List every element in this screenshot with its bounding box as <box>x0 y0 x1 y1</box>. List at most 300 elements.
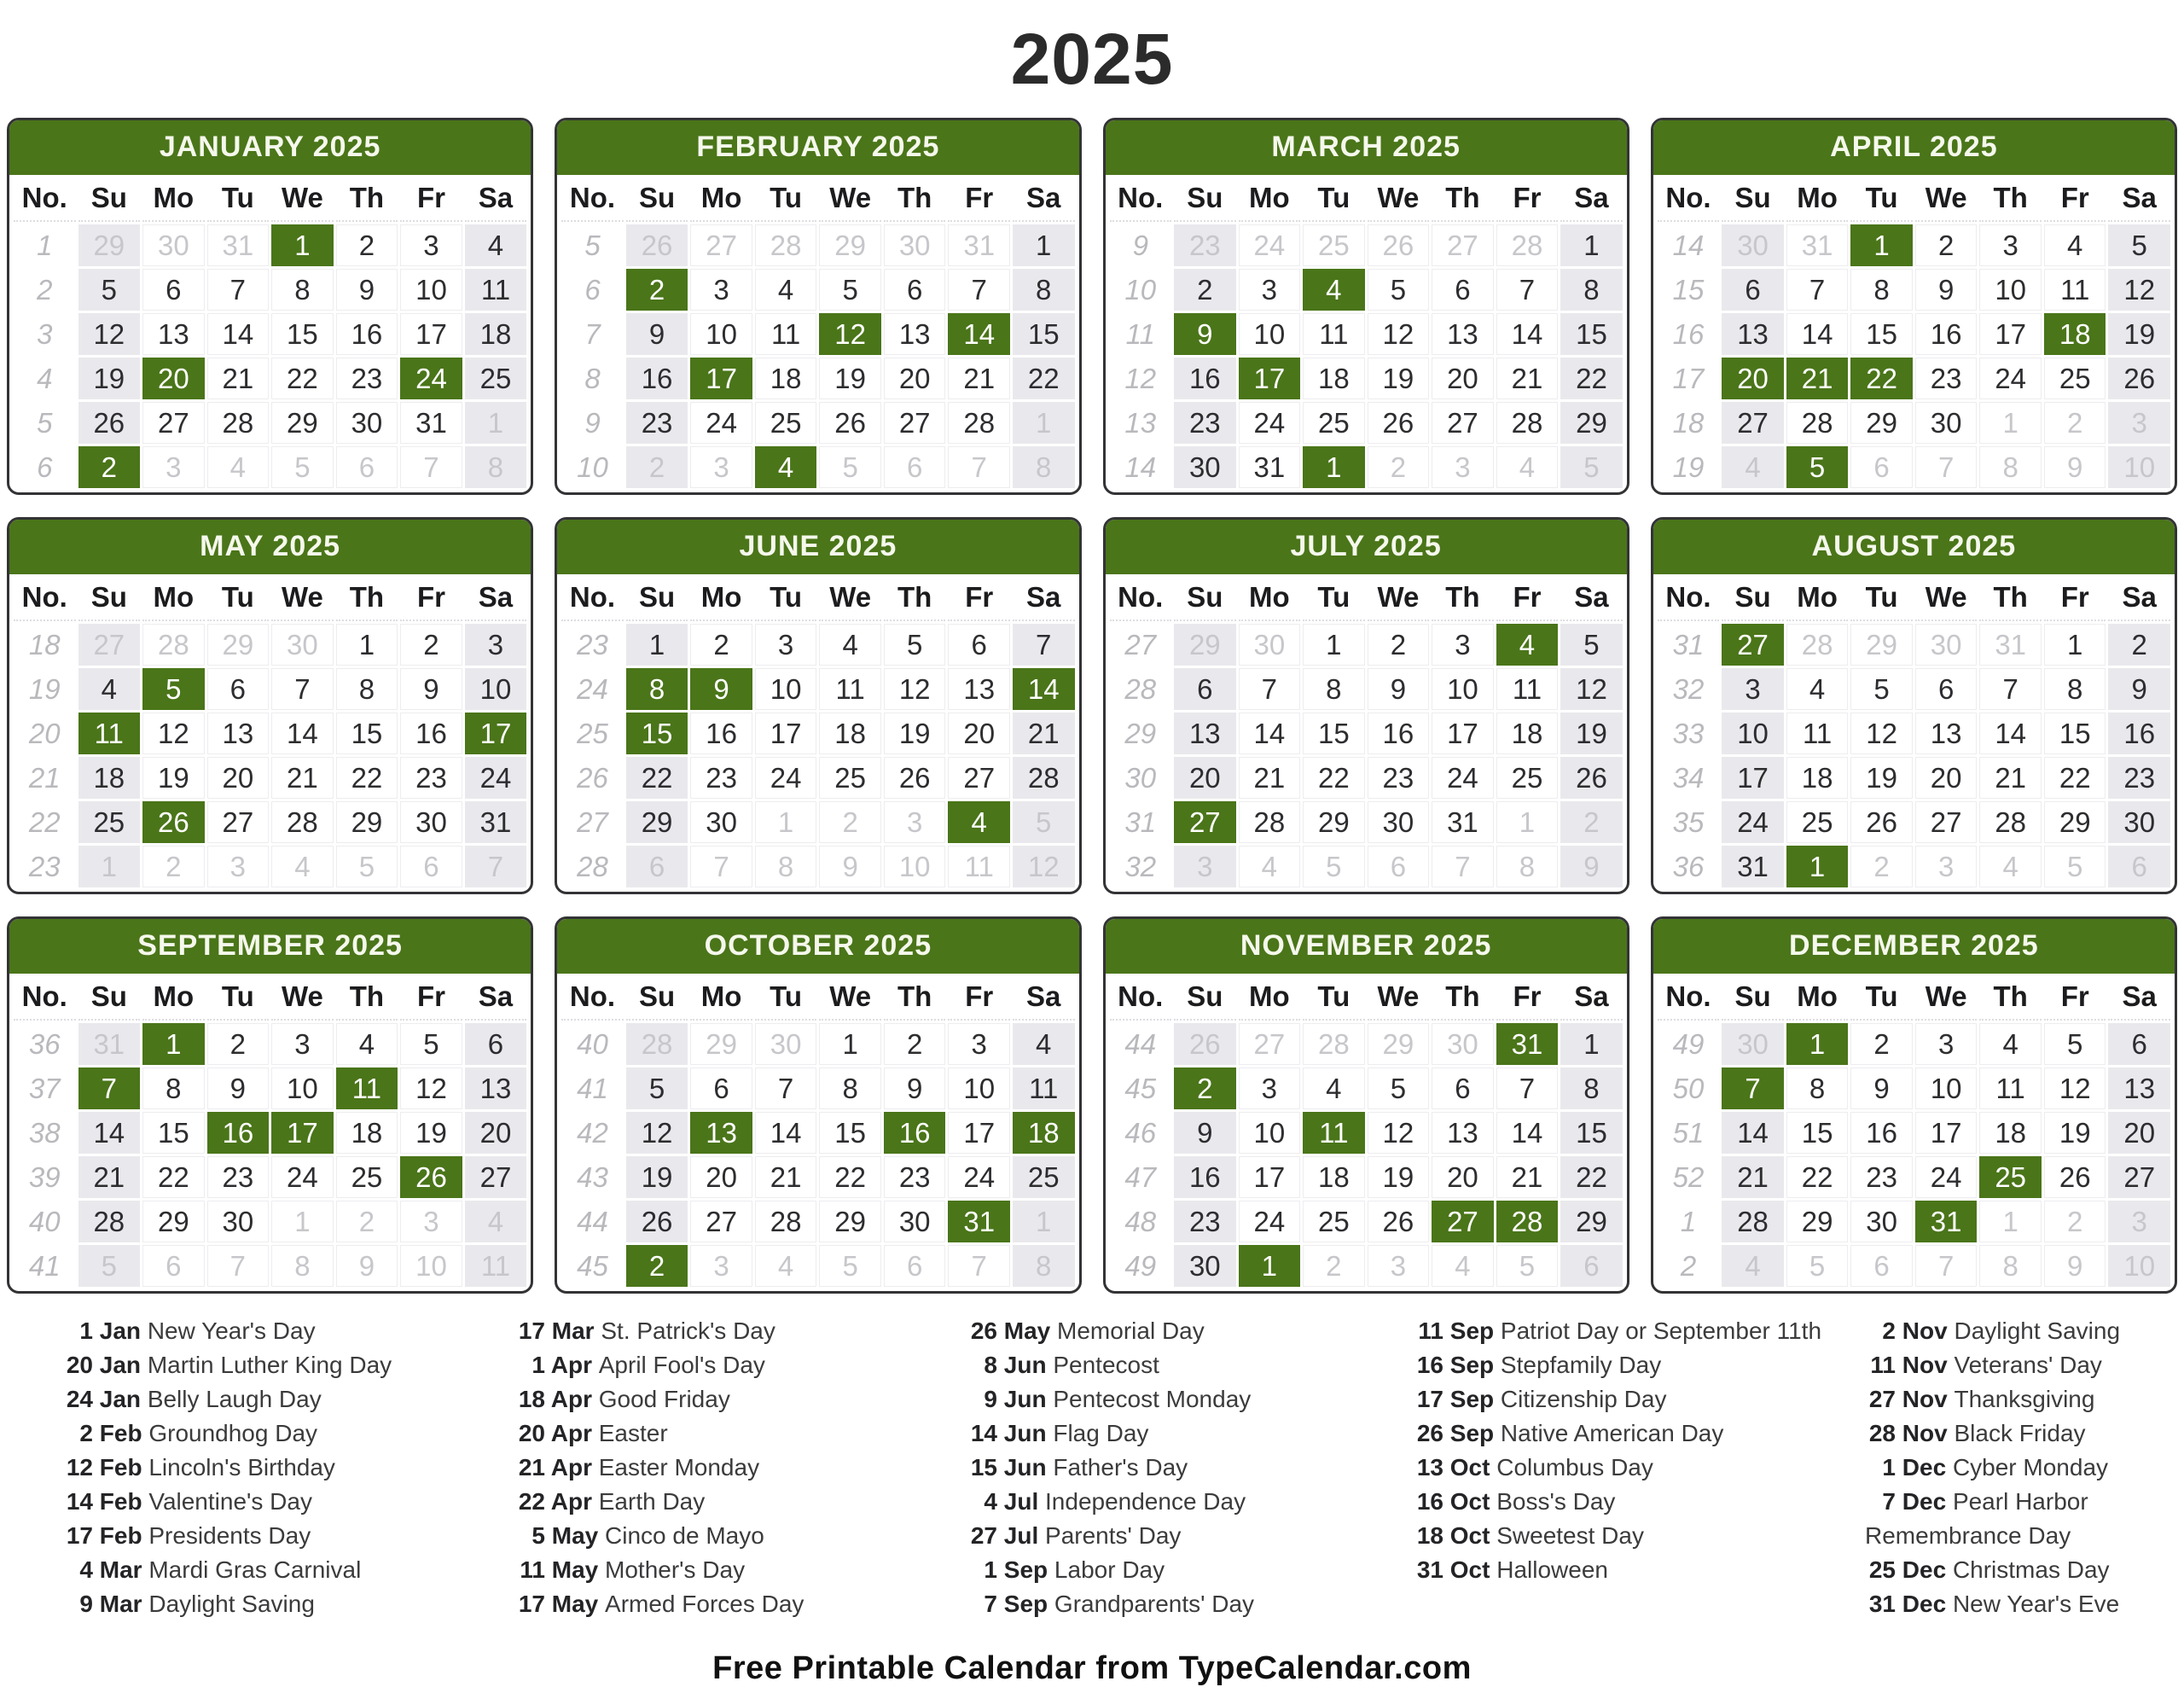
day-cell: 28 <box>1722 1201 1784 1242</box>
holiday-item <box>1413 1314 1824 1348</box>
week-number: 37 <box>14 1067 76 1109</box>
day-cell: 2 <box>690 624 752 666</box>
day-cell: 28 <box>1496 402 1559 444</box>
day-cell: 4 <box>2044 224 2106 266</box>
month-table <box>1107 974 1625 1289</box>
week-row <box>561 402 1074 444</box>
day-header-row <box>1110 177 1623 222</box>
day-cell: 25 <box>755 402 817 444</box>
day-cell: 26 <box>78 402 141 444</box>
day-cell: 9 <box>884 1067 946 1109</box>
holiday-date: 9 Jun <box>967 1386 1053 1412</box>
holiday-date-number: 28 <box>1868 1420 1896 1446</box>
holiday-date: 27 Nov <box>1865 1386 1954 1412</box>
day-cell: 23 <box>626 402 688 444</box>
holiday-date-number: 22 <box>518 1488 545 1515</box>
day-cell: 8 <box>1786 1067 1849 1109</box>
holiday-date-number: 2 <box>1882 1318 1896 1344</box>
holiday-date: 18 Apr <box>514 1386 599 1412</box>
holiday-day-cell: 20 <box>1722 358 1784 399</box>
holiday-day-cell: 31 <box>1496 1023 1559 1065</box>
day-of-week-header: Fr <box>948 177 1010 222</box>
holiday-date: 7 Sep <box>967 1591 1054 1617</box>
week-number: 44 <box>561 1201 624 1242</box>
holiday-item <box>514 1382 926 1416</box>
week-number: 30 <box>1110 757 1172 799</box>
day-of-week-header: Mo <box>1239 577 1301 621</box>
day-cell: 9 <box>819 846 881 887</box>
day-cell: 17 <box>755 713 817 754</box>
week-row <box>1110 757 1623 799</box>
day-cell: 4 <box>1979 1023 2042 1065</box>
day-cell: 30 <box>884 1201 946 1242</box>
day-cell: 18 <box>1496 713 1559 754</box>
holiday-date-number: 2 <box>79 1420 93 1446</box>
week-row <box>1658 1245 2170 1287</box>
day-of-week-header: No. <box>1110 177 1172 222</box>
week-row <box>561 757 1074 799</box>
day-cell: 10 <box>1722 713 1784 754</box>
day-cell: 24 <box>1432 757 1494 799</box>
holiday-day-cell: 2 <box>78 446 141 488</box>
day-cell: 7 <box>1013 624 1075 666</box>
day-of-week-header: No. <box>14 577 76 621</box>
day-cell: 18 <box>78 757 141 799</box>
day-cell: 13 <box>1432 313 1494 355</box>
week-number: 5 <box>14 402 76 444</box>
day-cell: 16 <box>400 713 462 754</box>
holiday-date-number: 4 <box>79 1556 93 1583</box>
day-cell: 3 <box>1915 846 1978 887</box>
day-cell: 27 <box>1722 402 1784 444</box>
holiday-date: 28 Nov <box>1865 1420 1954 1446</box>
holiday-name: Pentecost Monday <box>1053 1386 1252 1412</box>
day-cell: 3 <box>2108 402 2170 444</box>
month-table <box>11 175 529 491</box>
day-cell: 2 <box>1174 269 1236 311</box>
day-cell: 21 <box>1239 757 1301 799</box>
day-cell: 29 <box>1560 1201 1623 1242</box>
day-cell: 26 <box>884 757 946 799</box>
holiday-date-number: 4 <box>984 1488 997 1515</box>
holiday-date-number: 20 <box>66 1352 93 1378</box>
holiday-date: 21 Apr <box>514 1454 599 1480</box>
day-of-week-header: No. <box>561 976 624 1021</box>
day-cell: 31 <box>1432 801 1494 843</box>
week-number: 16 <box>1658 313 1720 355</box>
holiday-date-number: 9 <box>984 1386 997 1412</box>
holiday-day-cell: 18 <box>2044 313 2106 355</box>
day-cell: 30 <box>142 224 205 266</box>
day-cell: 16 <box>1368 713 1430 754</box>
week-row <box>1110 446 1623 488</box>
day-cell: 3 <box>271 1023 334 1065</box>
holidays-list <box>0 1314 2184 1621</box>
week-row <box>14 1023 526 1065</box>
day-cell: 1 <box>1496 801 1559 843</box>
week-number: 38 <box>14 1112 76 1154</box>
holiday-day-cell: 1 <box>1239 1245 1301 1287</box>
month-table <box>1655 974 2173 1289</box>
day-cell: 19 <box>78 358 141 399</box>
day-cell: 2 <box>819 801 881 843</box>
day-cell: 3 <box>1915 1023 1978 1065</box>
holiday-name: Armed Forces Day <box>605 1591 804 1617</box>
day-cell: 16 <box>1915 313 1978 355</box>
day-header-row <box>1110 976 1623 1021</box>
week-number: 14 <box>1110 446 1172 488</box>
holiday-item <box>62 1416 473 1451</box>
week-row <box>561 713 1074 754</box>
day-cell: 28 <box>142 624 205 666</box>
week-row <box>14 224 526 266</box>
week-number: 23 <box>561 624 624 666</box>
day-cell: 31 <box>1722 846 1784 887</box>
holiday-column <box>967 1314 1413 1621</box>
holiday-name: Martin Luther King Day <box>147 1352 392 1378</box>
day-cell: 11 <box>1303 313 1365 355</box>
day-cell: 2 <box>1915 224 1978 266</box>
day-cell: 3 <box>1432 624 1494 666</box>
day-cell: 19 <box>2044 1112 2106 1154</box>
day-cell: 18 <box>1979 1112 2042 1154</box>
holiday-date: 27 Jul <box>967 1522 1045 1549</box>
holiday-date-number: 11 <box>520 1556 545 1583</box>
week-row <box>561 1112 1074 1154</box>
day-cell: 2 <box>1850 1023 1913 1065</box>
day-cell: 5 <box>1496 1245 1559 1287</box>
day-cell: 31 <box>948 224 1010 266</box>
day-cell: 1 <box>2044 624 2106 666</box>
day-of-week-header: Th <box>1432 577 1494 621</box>
day-cell: 11 <box>1496 668 1559 710</box>
day-of-week-header: Su <box>626 577 688 621</box>
day-cell: 9 <box>2108 668 2170 710</box>
day-cell: 1 <box>1013 402 1075 444</box>
day-cell: 3 <box>1239 1067 1301 1109</box>
day-cell: 5 <box>2044 1023 2106 1065</box>
month-card <box>555 118 1081 495</box>
week-row <box>1110 1245 1623 1287</box>
week-row <box>1110 846 1623 887</box>
day-cell: 19 <box>819 358 881 399</box>
day-cell: 20 <box>884 358 946 399</box>
week-row <box>561 1201 1074 1242</box>
holiday-day-cell: 21 <box>1786 358 1849 399</box>
holiday-item <box>514 1587 926 1621</box>
holiday-date: 1 Sep <box>967 1556 1054 1583</box>
holiday-date-number: 9 <box>79 1591 93 1617</box>
day-cell: 10 <box>271 1067 334 1109</box>
holiday-name: Christmas Day <box>1952 1556 2110 1583</box>
day-cell: 22 <box>1560 1156 1623 1198</box>
day-of-week-header: Fr <box>400 177 462 222</box>
holiday-date-number: 15 <box>970 1454 997 1480</box>
holiday-name: Halloween <box>1496 1556 1608 1583</box>
day-of-week-header: We <box>1915 577 1978 621</box>
month-title: AUGUST 2025 <box>1653 520 2175 574</box>
holiday-name: Mother's Day <box>605 1556 746 1583</box>
day-cell: 13 <box>2108 1067 2170 1109</box>
week-row <box>1658 624 2170 666</box>
day-cell: 25 <box>1496 757 1559 799</box>
week-row <box>14 846 526 887</box>
week-row <box>1110 269 1623 311</box>
day-cell: 30 <box>1915 624 1978 666</box>
day-cell: 7 <box>1979 668 2042 710</box>
week-number: 40 <box>14 1201 76 1242</box>
week-row <box>14 1245 526 1287</box>
day-cell: 2 <box>884 1023 946 1065</box>
holiday-day-cell: 1 <box>271 224 334 266</box>
week-row <box>14 713 526 754</box>
day-cell: 9 <box>2044 446 2106 488</box>
day-cell: 28 <box>755 1201 817 1242</box>
week-row <box>14 624 526 666</box>
day-of-week-header: Su <box>1174 577 1236 621</box>
day-cell: 17 <box>948 1112 1010 1154</box>
week-number: 41 <box>14 1245 76 1287</box>
holiday-name: Veterans' Day <box>1954 1352 2102 1378</box>
holiday-date: 2 Nov <box>1865 1318 1954 1344</box>
day-cell: 6 <box>142 1245 205 1287</box>
day-cell: 22 <box>819 1156 881 1198</box>
day-of-week-header: Sa <box>1013 976 1075 1021</box>
holiday-day-cell: 11 <box>78 713 141 754</box>
day-cell: 31 <box>207 224 270 266</box>
day-of-week-header: No. <box>561 177 624 222</box>
day-cell: 30 <box>1174 446 1236 488</box>
holiday-column <box>62 1314 514 1621</box>
day-cell: 26 <box>1560 757 1623 799</box>
holiday-item <box>967 1553 1372 1587</box>
holiday-item <box>514 1416 926 1451</box>
week-row <box>561 1067 1074 1109</box>
week-row <box>1110 668 1623 710</box>
day-cell: 10 <box>690 313 752 355</box>
day-cell: 10 <box>755 668 817 710</box>
day-cell: 27 <box>690 1201 752 1242</box>
day-of-week-header: Fr <box>948 577 1010 621</box>
week-number: 19 <box>1658 446 1720 488</box>
day-cell: 5 <box>78 1245 141 1287</box>
holiday-date: 17 Mar <box>514 1318 601 1344</box>
day-cell: 2 <box>1368 624 1430 666</box>
day-of-week-header: Tu <box>1850 976 1913 1021</box>
day-cell: 21 <box>948 358 1010 399</box>
holiday-day-cell: 22 <box>1850 358 1913 399</box>
day-cell: 24 <box>948 1156 1010 1198</box>
day-cell: 27 <box>948 757 1010 799</box>
day-cell: 4 <box>1239 846 1301 887</box>
holiday-date: 17 Sep <box>1413 1386 1501 1412</box>
holiday-day-cell: 1 <box>1786 1023 1849 1065</box>
day-cell: 29 <box>1174 624 1236 666</box>
day-cell: 11 <box>1013 1067 1075 1109</box>
holiday-date-number: 27 <box>1868 1386 1896 1412</box>
holiday-name: New Year's Day <box>147 1318 316 1344</box>
day-cell: 10 <box>2108 1245 2170 1287</box>
day-cell: 2 <box>400 624 462 666</box>
day-cell: 1 <box>1979 402 2042 444</box>
day-of-week-header: Tu <box>1303 577 1365 621</box>
day-of-week-header: Th <box>1432 976 1494 1021</box>
day-cell: 1 <box>1560 224 1623 266</box>
day-cell: 3 <box>1239 269 1301 311</box>
day-of-week-header: We <box>819 577 881 621</box>
day-cell: 31 <box>400 402 462 444</box>
day-cell: 9 <box>1915 269 1978 311</box>
week-number: 28 <box>1110 668 1172 710</box>
day-cell: 11 <box>755 313 817 355</box>
holiday-item <box>1865 1485 2123 1553</box>
week-row <box>1658 313 2170 355</box>
holiday-name: Father's Day <box>1053 1454 1188 1480</box>
week-number: 1 <box>1658 1201 1720 1242</box>
holiday-day-cell: 31 <box>948 1201 1010 1242</box>
day-cell: 2 <box>2108 624 2170 666</box>
day-cell: 23 <box>1174 1201 1236 1242</box>
week-row <box>14 1067 526 1109</box>
day-cell: 4 <box>755 1245 817 1287</box>
holiday-date-number: 17 <box>518 1318 545 1344</box>
day-cell: 28 <box>1786 624 1849 666</box>
week-row <box>1658 269 2170 311</box>
holiday-name: Mardi Gras Carnival <box>148 1556 362 1583</box>
day-cell: 21 <box>271 757 334 799</box>
holiday-item <box>514 1348 926 1382</box>
day-cell: 12 <box>626 1112 688 1154</box>
week-row <box>1658 846 2170 887</box>
holiday-name: Presidents Day <box>148 1522 311 1549</box>
day-of-week-header: Tu <box>207 976 270 1021</box>
month-title: MAY 2025 <box>9 520 531 574</box>
day-cell: 30 <box>1850 1201 1913 1242</box>
day-cell: 28 <box>626 1023 688 1065</box>
holiday-item <box>1865 1314 2123 1348</box>
day-cell: 26 <box>626 1201 688 1242</box>
day-cell: 18 <box>1303 358 1365 399</box>
day-cell: 3 <box>1979 224 2042 266</box>
day-cell: 5 <box>400 1023 462 1065</box>
holiday-day-cell: 31 <box>1915 1201 1978 1242</box>
holiday-item <box>1865 1382 2123 1416</box>
holiday-date: 17 Feb <box>62 1522 148 1549</box>
week-number: 41 <box>561 1067 624 1109</box>
holiday-date: 20 Apr <box>514 1420 599 1446</box>
day-of-week-header: We <box>1368 976 1430 1021</box>
holiday-date: 20 Jan <box>62 1352 148 1378</box>
week-row <box>561 668 1074 710</box>
holiday-item <box>1865 1416 2123 1451</box>
holiday-day-cell: 14 <box>948 313 1010 355</box>
day-cell: 2 <box>336 1201 398 1242</box>
day-cell: 22 <box>1560 358 1623 399</box>
day-of-week-header: Fr <box>2044 577 2106 621</box>
week-number: 49 <box>1110 1245 1172 1287</box>
day-cell: 30 <box>271 624 334 666</box>
holiday-date-number: 25 <box>1868 1556 1896 1583</box>
day-cell: 9 <box>336 1245 398 1287</box>
day-cell: 23 <box>400 757 462 799</box>
day-cell: 4 <box>819 624 881 666</box>
day-cell: 29 <box>1850 402 1913 444</box>
day-cell: 28 <box>948 402 1010 444</box>
day-cell: 30 <box>755 1023 817 1065</box>
holiday-day-cell: 11 <box>336 1067 398 1109</box>
week-number: 31 <box>1658 624 1720 666</box>
day-cell: 12 <box>1368 1112 1430 1154</box>
day-cell: 10 <box>2108 446 2170 488</box>
day-cell: 6 <box>690 1067 752 1109</box>
holiday-item <box>967 1451 1372 1485</box>
day-cell: 29 <box>1850 624 1913 666</box>
day-header-row <box>14 577 526 621</box>
holiday-date: 25 Dec <box>1865 1556 1953 1583</box>
day-cell: 10 <box>1915 1067 1978 1109</box>
week-row <box>561 1023 1074 1065</box>
day-cell: 29 <box>142 1201 205 1242</box>
holiday-date-number: 16 <box>1416 1352 1443 1378</box>
day-cell: 9 <box>2044 1245 2106 1287</box>
day-cell: 4 <box>271 846 334 887</box>
day-cell: 15 <box>271 313 334 355</box>
day-cell: 5 <box>1560 624 1623 666</box>
day-cell: 8 <box>142 1067 205 1109</box>
week-number: 5 <box>561 224 624 266</box>
day-of-week-header: Fr <box>948 976 1010 1021</box>
month-title: JUNE 2025 <box>557 520 1078 574</box>
week-row <box>14 668 526 710</box>
holiday-column <box>1413 1314 1865 1621</box>
holiday-name: Cinco de Mayo <box>605 1522 764 1549</box>
day-cell: 20 <box>690 1156 752 1198</box>
day-of-week-header: Su <box>78 577 141 621</box>
day-cell: 8 <box>1496 846 1559 887</box>
day-cell: 2 <box>2044 402 2106 444</box>
week-row <box>1658 1112 2170 1154</box>
holiday-item <box>967 1416 1372 1451</box>
footer-credit: Free Printable Calendar from TypeCalendar.com <box>712 1650 1472 1686</box>
day-cell: 13 <box>1174 713 1236 754</box>
month-title: SEPTEMBER 2025 <box>9 919 531 974</box>
day-cell: 29 <box>1303 801 1365 843</box>
day-cell: 23 <box>1174 224 1236 266</box>
day-of-week-header: Mo <box>142 976 205 1021</box>
day-of-week-header: Fr <box>1496 577 1559 621</box>
day-cell: 31 <box>1239 446 1301 488</box>
holiday-date: 7 Dec <box>1865 1488 1953 1515</box>
day-cell: 26 <box>1368 402 1430 444</box>
week-number: 32 <box>1658 668 1720 710</box>
day-cell: 4 <box>1722 446 1784 488</box>
holiday-name: Lincoln's Birthday <box>148 1454 335 1480</box>
day-cell: 19 <box>142 757 205 799</box>
holiday-item <box>1413 1519 1824 1553</box>
week-number: 35 <box>1658 801 1720 843</box>
day-cell: 28 <box>271 801 334 843</box>
day-cell: 21 <box>207 358 270 399</box>
day-of-week-header: Su <box>1174 177 1236 222</box>
day-of-week-header: Tu <box>755 976 817 1021</box>
day-cell: 5 <box>2044 846 2106 887</box>
week-row <box>1110 801 1623 843</box>
day-cell: 6 <box>1432 269 1494 311</box>
day-cell: 5 <box>819 269 881 311</box>
week-row <box>561 446 1074 488</box>
holiday-name: Native American Day <box>1500 1420 1724 1446</box>
day-cell: 2 <box>142 846 205 887</box>
